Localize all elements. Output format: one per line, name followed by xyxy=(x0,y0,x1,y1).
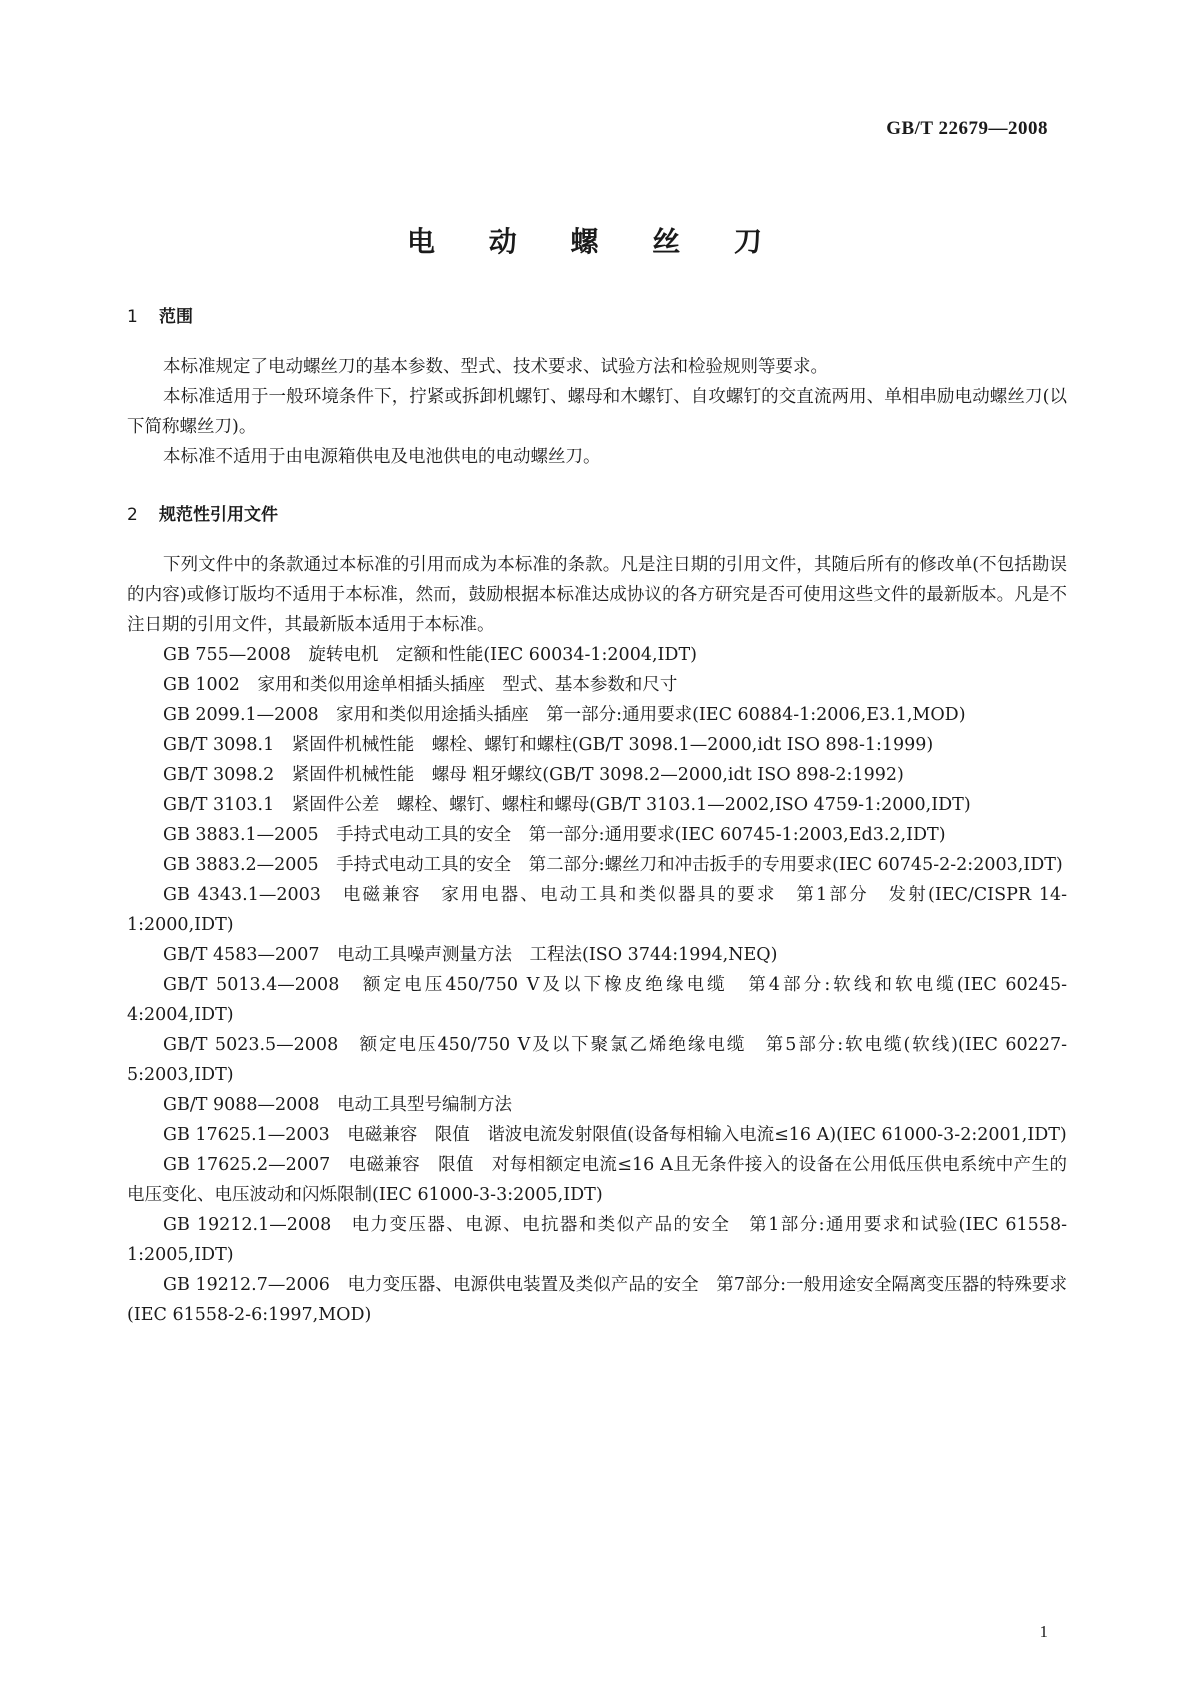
reference-item: GB 1002 家用和类似用途单相插头插座 型式、基本参数和尺寸 xyxy=(163,675,678,695)
reference-item: GB 2099.1—2008 家用和类似用途插头插座 第一部分:通用要求(IEC 60884-1:2006,E3.1,MOD) xyxy=(163,705,966,725)
reference-item: GB 19212.7—2006 电力变压器、电源供电装置及类似产品的安全 第7部分:一般用途安全隔离变压器的特殊要求(IEC 61558-2-6:1997,MOD) xyxy=(127,1275,1067,1325)
reference-list xyxy=(127,640,1067,1330)
page-number: 1 xyxy=(1039,1622,1048,1641)
document-body xyxy=(127,300,1067,1330)
reference-item: GB/T 4583—2007 电动工具噪声测量方法 工程法(ISO 3744:1994,NEQ) xyxy=(163,945,778,965)
reference-item: GB/T 9088—2008 电动工具型号编制方法 xyxy=(163,1095,513,1115)
section-2-heading xyxy=(127,500,1067,530)
section-title: 规范性引用文件 xyxy=(159,505,278,525)
section-1-heading xyxy=(127,302,1067,332)
paragraph: 本标准规定了电动螺丝刀的基本参数、型式、技术要求、试验方法和检验规则等要求。 xyxy=(163,357,828,377)
reference-item: GB 19212.1—2008 电力变压器、电源、电抗器和类似产品的安全 第1部分:通用要求和试验(IEC 61558-1:2005,IDT) xyxy=(127,1215,1067,1265)
section-number: 1 xyxy=(127,307,138,327)
reference-item: GB 17625.1—2003 电磁兼容 限值 谐波电流发射限值(设备每相输入电流≤16 A)(IEC 61000-3-2:2001,IDT) xyxy=(163,1125,1067,1145)
reference-item: GB/T 5013.4—2008 额定电压450/750 V及以下橡皮绝缘电缆 第4部分:软线和软电缆(IEC 60245-4:2004,IDT) xyxy=(127,975,1067,1025)
standard-code: GB/T 22679—2008 xyxy=(886,118,1048,139)
section-number: 2 xyxy=(127,505,138,525)
section-title: 范围 xyxy=(159,307,193,327)
reference-item: GB 755—2008 旋转电机 定额和性能(IEC 60034-1:2004,IDT) xyxy=(163,645,697,665)
reference-item: GB/T 3098.2 紧固件机械性能 螺母 粗牙螺纹(GB/T 3098.2—2000,idt ISO 898-2:1992) xyxy=(163,765,904,785)
paragraph: 本标准不适用于由电源箱供电及电池供电的电动螺丝刀。 xyxy=(163,447,601,467)
reference-item: GB 4343.1—2003 电磁兼容 家用电器、电动工具和类似器具的要求 第1部分 发射(IEC/CISPR 14-1:2000,IDT) xyxy=(127,885,1067,935)
reference-item: GB/T 3098.1 紧固件机械性能 螺栓、螺钉和螺柱(GB/T 3098.1—2000,idt ISO 898-1:1999) xyxy=(163,735,934,755)
reference-item: GB 17625.2—2007 电磁兼容 限值 对每相额定电流≤16 A且无条件接入的设备在公用低压供电系统中产生的电压变化、电压波动和闪烁限制(IEC 61000-3-3:2005,IDT) xyxy=(127,1155,1067,1205)
reference-item: GB 3883.1—2005 手持式电动工具的安全 第一部分:通用要求(IEC 60745-1:2003,Ed3.2,IDT) xyxy=(163,825,946,845)
paragraph: 本标准适用于一般环境条件下，拧紧或拆卸机螺钉、螺母和木螺钉、自攻螺钉的交直流两用、单相串励电动螺丝刀(以下简称螺丝刀)。 xyxy=(127,387,1067,437)
document-title: 电 动 螺 丝 刀 xyxy=(407,225,784,258)
reference-item: GB/T 3103.1 紧固件公差 螺栓、螺钉、螺柱和螺母(GB/T 3103.1—2002,ISO 4759-1:2000,IDT) xyxy=(163,795,971,815)
reference-item: GB/T 5023.5—2008 额定电压450/750 V及以下聚氯乙烯绝缘电缆 第5部分:软电缆(软线)(IEC 60227-5:2003,IDT) xyxy=(127,1035,1067,1085)
intro-paragraph: 下列文件中的条款通过本标准的引用而成为本标准的条款。凡是注日期的引用文件，其随后所有的修改单(不包括勘误的内容)或修订版均不适用于本标准，然而，鼓励根据本标准达成协议的各方研究是否可使用这些文件的最新版本。凡是不注日期的引用文件，其最新版本适用于本标准。 xyxy=(127,555,1067,635)
reference-item: GB 3883.2—2005 手持式电动工具的安全 第二部分:螺丝刀和冲击扳手的专用要求(IEC 60745-2-2:2003,IDT) xyxy=(163,855,1063,875)
